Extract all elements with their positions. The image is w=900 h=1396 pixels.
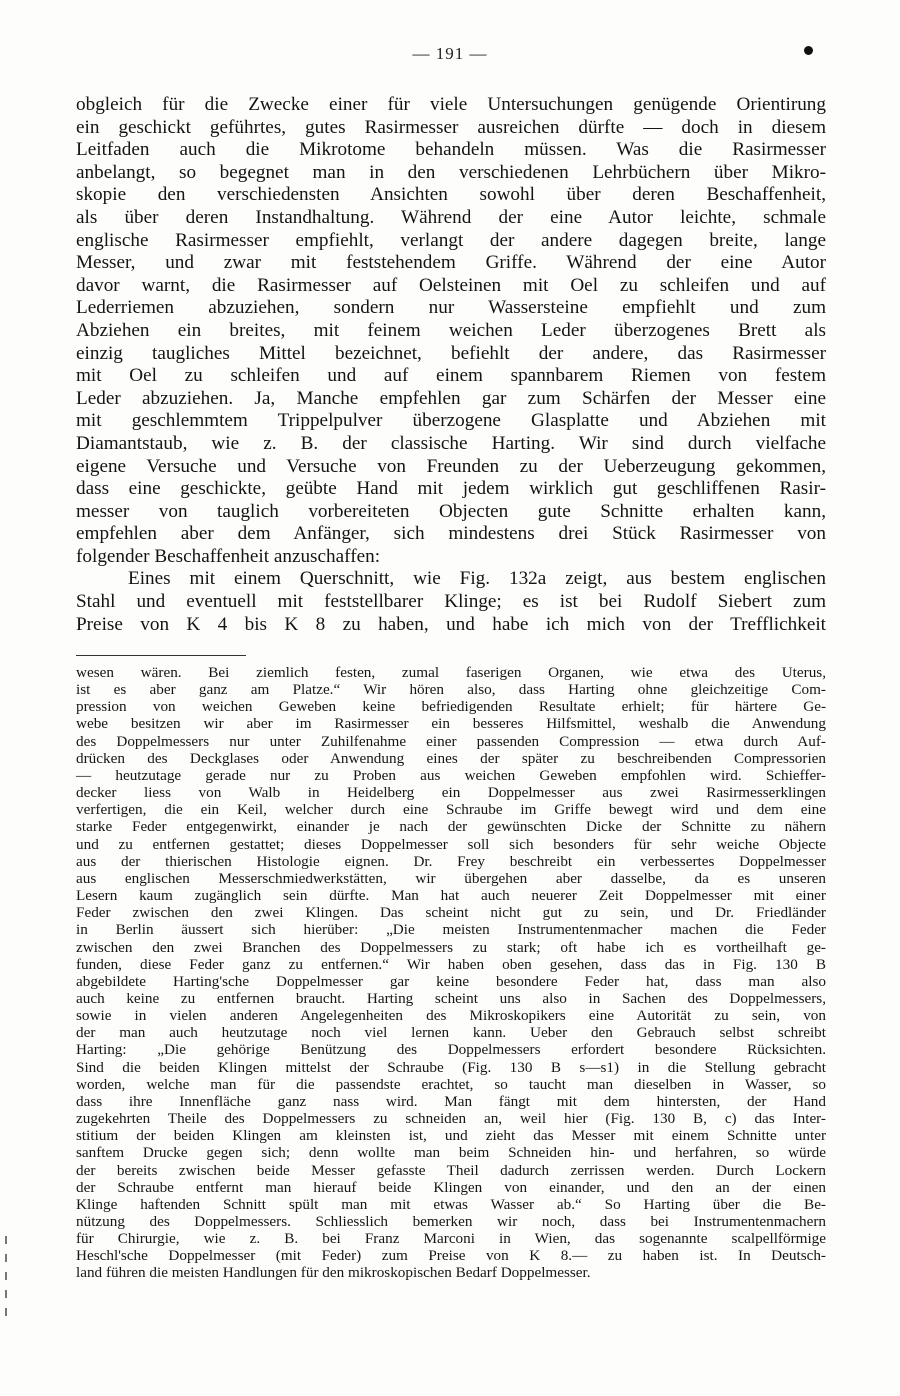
main-line: mit Oel zu schleifen und auf einem spannbarem Riemen von festem	[76, 365, 826, 387]
footnote-line: der man auch heutzutage noch viel lernen kann. Ueber den Gebrauch selbst schreibt	[76, 1024, 826, 1042]
page-number: — 191 —	[412, 44, 488, 63]
main-line: Leitfaden auch die Mikrotome behandeln müssen. Was die Rasirmesser	[76, 139, 826, 161]
main-line: Diamantstaub, wie z. B. der classische Harting. Wir sind durch vielfache	[76, 432, 826, 454]
main-line: skopie den verschiedensten Ansichten sowohl über deren Beschaffenheit,	[76, 184, 826, 206]
footnote-divider	[76, 655, 246, 656]
main-line: Messer, und zwar mit feststehendem Griffe. Während der eine Autor	[76, 252, 826, 274]
main-line: folgender Beschaffenheit anzuschaffen:	[76, 545, 381, 567]
footnote-line: Klinge haftenden Schnitt spült man mit etwas Wasser ab.“ So Harting über die Be-	[76, 1195, 826, 1213]
footnote-line: pression von weichen Geweben keine befriedigenden Resultate erhielt; für härtere Ge-	[76, 698, 826, 716]
footnote-line: starke Feder entgegenwirkt, einander je nach der gewünschten Dicke der Schnitte zu nähern	[76, 818, 826, 836]
margin-marks	[2, 1236, 12, 1326]
footnote-line: der bereits zwischen beide Messer gefasste Theil dadurch zerrissen werden. Durch Lockern	[76, 1161, 826, 1179]
footnote-line: — heutzutage gerade nur zu Proben aus weichen Geweben empfohlen wird. Schieffer-	[76, 766, 826, 784]
main-line: empfehlen aber dem Anfänger, sich mindestens drei Stück Rasirmesser von	[76, 523, 826, 545]
footnote-line: Feder zwischen den zwei Klingen. Das scheint nicht gut zu sein, und Dr. Friedländer	[76, 904, 826, 922]
footnote-line: zwischen den zwei Branchen des Doppelmessers zu stark; oft habe ich es vortheilhaft ge-	[76, 938, 826, 956]
main-line: Stahl und eventuell mit feststellbarer Klinge; es ist bei Rudolf Siebert zum	[76, 591, 826, 613]
footnote-line: des Doppelmessers nur unter Zuhilfenahme einer passenden Compression — etwa durch Auf-	[76, 732, 826, 750]
footnote-line: wesen wären. Bei ziemlich festen, zumal faserigen Organen, wie etwa des Uterus,	[76, 664, 826, 681]
footnote-line: in Berlin äussert sich hierüber: „Die meisten Instrumentenmacher machen die Feder	[76, 921, 826, 939]
footnote-line: worden, welche man für die passendste erachtet, so taucht man dieselben in Wasser, so	[76, 1075, 826, 1093]
ink-dot	[804, 46, 813, 55]
main-line: anbelangt, so begegnet man in den verschiedenen Lehrbüchern über Mikro-	[76, 161, 826, 183]
main-line: davor warnt, die Rasirmesser auf Oelsteinen mit Oel zu schleifen und auf	[76, 274, 826, 296]
footnote-line: webe besitzen wir aber im Rasirmesser ein besseres Hilfsmittel, weshalb die Anwendung	[76, 715, 826, 733]
main-line: einzig taugliches Mittel bezeichnet, befiehlt der andere, das Rasirmesser	[76, 342, 826, 364]
footnote-line: sowie in vielen anderen Angelegenheiten des Mikroskopikers eine Autorität zu sein, von	[76, 1007, 826, 1025]
footnote-line: sanftem Drucke gegen sich; denn wollte man beim Schneiden hin- und herfahren, so würde	[76, 1144, 826, 1162]
margin-mark	[5, 1236, 7, 1244]
main-line: mit geschlemmtem Trippelpulver überzogene Glasplatte und Abziehen mit	[76, 410, 826, 432]
main-line: Eines mit einem Querschnitt, wie Fig. 132a zeigt, aus bestem englischen	[128, 568, 826, 590]
footnote-line: für Chirurgie, wie z. B. bei Franz Marconi in Wien, das sogenannte scalpellförmige	[76, 1230, 826, 1248]
footnote-line: Harting: „Die gehörige Benützung des Doppelmessers erfordert besondere Rücksichten.	[76, 1041, 826, 1059]
footnote-line: und zu entfernen gestattet; dieses Doppelmesser soll sich besonders für sehr weiche Objecte	[76, 835, 826, 853]
footnote-line: auch keine zu entfernen braucht. Harting scheint uns also in Sachen des Doppelmessers,	[76, 989, 826, 1007]
footnote-line: aus der thierischen Histologie eignen. Dr. Frey beschreibt ein verbessertes Doppelmesser	[76, 852, 826, 870]
main-line: Abziehen ein breites, mit feinem weichen Leder überzogenes Brett als	[76, 319, 826, 341]
footnote-line: Sind die beiden Klingen mittelst der Schraube (Fig. 130 B s—s1) in die Stellung gebracht	[76, 1058, 826, 1076]
footnote-line: stitium der beiden Klingen am kleinsten ist, und zieht das Messer mit einem Schnitte unter	[76, 1127, 826, 1145]
main-line: englische Rasirmesser empfiehlt, verlangt der andere dagegen breite, lange	[76, 229, 826, 251]
footnote-line: land führen die meisten Handlungen für den mikroskopischen Bedarf Doppelmesser.	[76, 1264, 591, 1282]
footnote-line: drücken des Deckglases oder Anwendung eines der später zu beschreibenden Compressorien	[76, 749, 826, 767]
footnote-line: Lesern kaum zugänglich sein dürfte. Man hat auch neuerer Zeit Doppelmesser mit einer	[76, 887, 826, 905]
main-text	[76, 94, 826, 636]
margin-mark	[5, 1290, 7, 1298]
footnote-line: funden, diese Feder ganz zu entfernen.“ Wir haben oben gesehen, dass das in Fig. 130 B	[76, 955, 826, 973]
margin-mark	[5, 1308, 7, 1316]
main-line: Preise von K 4 bis K 8 zu haben, und habe ich mich von der Trefflichkeit	[76, 613, 826, 635]
footnote-text	[76, 664, 826, 1282]
main-line: messer von tauglich vorbereiteten Objecten gute Schnitte erhalten kann,	[76, 500, 826, 522]
footnote-line: decker liess von Walb in Heidelberg ein Doppelmesser aus zwei Rasirmesserklingen	[76, 784, 826, 802]
main-line: ein geschickt geführtes, gutes Rasirmesser ausreichen dürfte — doch in diesem	[76, 116, 826, 138]
main-line: als über deren Instandhaltung. Während der eine Autor leichte, schmale	[76, 206, 826, 228]
margin-mark	[5, 1272, 7, 1280]
main-line: Lederriemen abzuziehen, sondern nur Wassersteine empfiehlt und zum	[76, 297, 826, 319]
footnote-line: verfertigen, die ein Keil, welcher durch eine Schraube im Griffe bewegt wird und dem eine	[76, 801, 826, 819]
main-line: eigene Versuche und Versuche von Freunden zu der Ueberzeugung gekommen,	[76, 455, 826, 477]
footnote-line: aus englischen Messerschmiedwerkstätten, wir übergehen aber dasselbe, da es unseren	[76, 869, 826, 887]
footnote-line: ist es aber ganz am Platze.“ Wir hören also, dass Harting ohne gleichzeitige Com-	[76, 681, 826, 699]
main-line: obgleich für die Zwecke einer für viele Untersuchungen genügende Orientirung	[76, 94, 826, 115]
footnote-line: nützung des Doppelmessers. Schliesslich bemerken wir noch, dass bei Instrumentenmachern	[76, 1213, 826, 1230]
main-line: dass eine geschickte, geübte Hand mit jedem wirklich gut geschliffenen Rasir-	[76, 478, 826, 500]
footnote-line: abgebildete Harting'sche Doppelmesser gar keine besondere Feder hat, dass man also	[76, 972, 826, 990]
footnote-line: Heschl'sche Doppelmesser (mit Feder) zum Preise von K 8.— zu haben ist. In Deutsch-	[76, 1247, 826, 1265]
footnote-line: der Schraube entfernt man hierauf beide Klingen von einander, und den an der einen	[76, 1178, 826, 1196]
footnote-line: dass ihre Innenfläche ganz nass wird. Man fängt mit dem hintersten, der Hand	[76, 1092, 826, 1110]
margin-mark	[5, 1254, 7, 1262]
footnote-line: zugekehrten Theile des Doppelmessers zu schneiden an, weil hier (Fig. 130 B, c) das Inter-	[76, 1110, 826, 1128]
main-line: Leder abzuziehen. Ja, Manche empfehlen gar zum Schärfen der Messer eine	[76, 387, 826, 409]
